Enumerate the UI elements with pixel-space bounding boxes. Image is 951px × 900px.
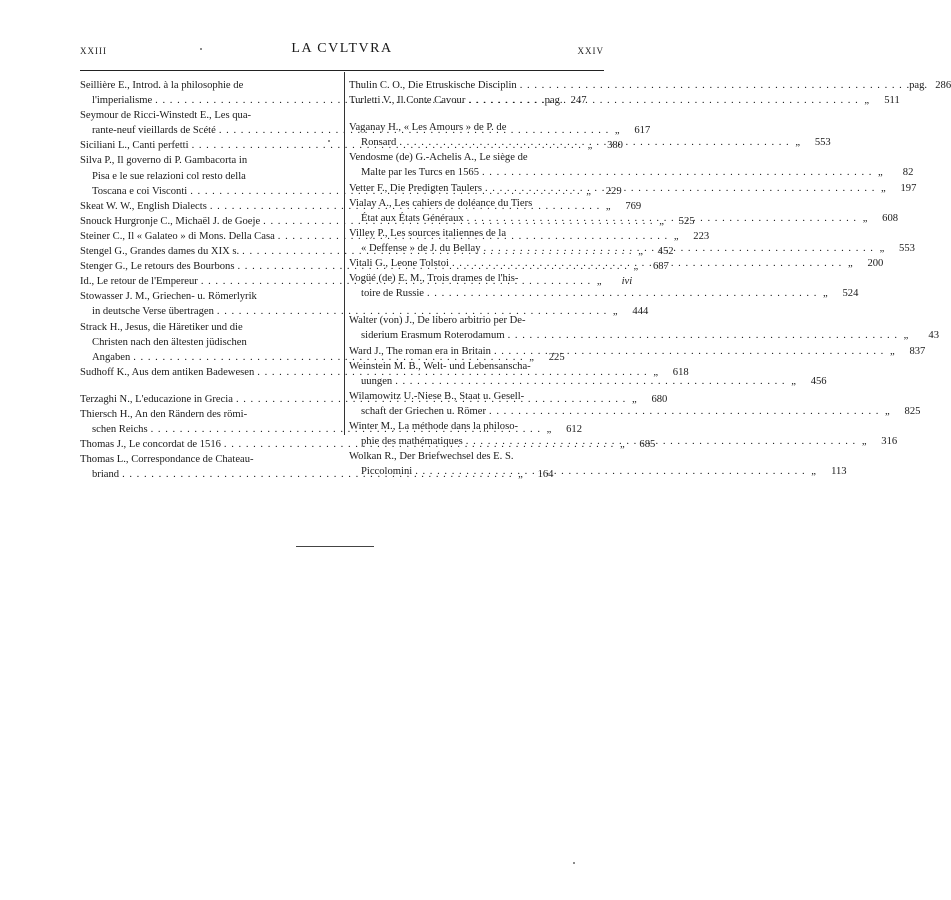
page-number: 247: [570, 95, 587, 107]
entry-continuation-line: [80, 335, 340, 350]
entry-text: siderium Erasmum Roterodamum: [361, 330, 505, 342]
entry-text: Malte par les Turcs en 1565: [361, 167, 479, 179]
page-marker: „: [659, 215, 664, 227]
entry-text: Piccolomini: [361, 466, 413, 478]
entry-text: l'imperialisme: [92, 95, 153, 107]
page-number: 553: [899, 242, 915, 254]
entry-text: rante-neuf vieillards de Scété: [92, 125, 216, 137]
page-marker: „: [605, 200, 611, 212]
entry-text: Wolkan R., Der Briefwechsel des E. S.: [349, 451, 514, 463]
page-marker: „: [889, 345, 895, 357]
entry-text: Stengel G., Grandes dames du XIX s.: [80, 246, 240, 258]
page-number: 524: [842, 288, 859, 300]
page-number: 229: [605, 185, 622, 197]
entry-text: Stowasser J. M., Griechen- u. Römerlyrik: [80, 291, 257, 303]
entry-line: [80, 153, 340, 168]
entry-line: [80, 289, 340, 304]
entry-continuation-line: [349, 404, 921, 419]
entry-text: Turletti V., Il Conte Cavour: [349, 95, 466, 107]
entry-text: « Deffense » de J. du Bellay: [361, 242, 481, 254]
entry-text: Terzaghi N., L'educazione in Grecia: [80, 393, 233, 405]
entry-line: [349, 449, 605, 464]
entry-text: Vetter F., Die Predigten Taulers: [349, 182, 482, 194]
entry-text: Angaben: [92, 351, 131, 363]
page-number: 687: [652, 261, 669, 273]
page-number: 612: [566, 424, 582, 436]
entry-text: uungen: [361, 375, 393, 387]
print-speck: [573, 862, 575, 864]
page-number: 164: [537, 469, 554, 481]
index-entry: [349, 344, 926, 359]
page-number: 286: [935, 80, 951, 91]
page-marker: „: [586, 185, 591, 197]
print-speck: [200, 48, 202, 50]
page-number: ivi: [621, 276, 633, 288]
dot-leader: [481, 241, 873, 256]
page-marker: „: [546, 424, 552, 436]
page-marker: pag.: [544, 95, 563, 107]
entry-text: Ward J., The roman era in Britain: [349, 345, 491, 357]
dot-leader: [479, 165, 871, 180]
index-entry: [349, 150, 914, 180]
left-page-number: XXIII: [80, 46, 107, 56]
entry-text: Toscana e coi Visconti: [92, 185, 188, 197]
page-marker: „: [631, 393, 637, 405]
entry-text: Pisa e le sue relazioni col resto della: [92, 170, 246, 182]
entry-text: Ronsard: [361, 137, 397, 149]
dot-leader: [491, 344, 883, 359]
page-number: 685: [639, 439, 656, 451]
header-rule: [80, 70, 604, 71]
index-entry: [349, 78, 951, 93]
page-number: 197: [900, 182, 917, 194]
page-marker: „: [612, 306, 618, 318]
page-number: 837: [909, 345, 926, 357]
entry-text: Vitali G., Leone Tolstoi: [349, 258, 449, 270]
entry-text: Steiner C., Il « Galateo » di Mons. Della Casa: [80, 230, 275, 242]
entry-text: schen Reichs: [92, 424, 148, 436]
dot-leader: [392, 374, 784, 389]
page-number: 456: [810, 375, 827, 387]
page-number: 225: [548, 351, 565, 363]
entry-text: Strack H., Jesus, die Häretiker und die: [80, 321, 243, 333]
entry-line: [349, 78, 951, 93]
page-marker: „: [881, 182, 886, 194]
dot-leader: [482, 181, 874, 196]
page-marker: „: [619, 439, 625, 451]
page-number: 617: [634, 125, 651, 137]
page-marker: „: [847, 258, 853, 270]
page-number: 444: [632, 306, 649, 318]
page-marker: „: [811, 466, 816, 478]
page-marker: „: [638, 246, 643, 258]
entry-text: Villey P., Les sources italiennes de la: [349, 227, 507, 239]
entry-text: schaft der Griechen u. Römer: [361, 405, 487, 417]
entry-line: [349, 419, 605, 434]
page-marker: „: [673, 230, 679, 242]
entry-text: Thomas L., Correspondance de Chateau-: [80, 454, 254, 466]
dot-leader: [463, 434, 855, 449]
entry-text: Thiersch H., An den Rändern des römi-: [80, 408, 248, 420]
entry-text: briand: [92, 469, 120, 481]
page-marker: „: [791, 375, 796, 387]
column-divider: [344, 72, 345, 435]
page-number: 82: [902, 167, 914, 179]
page-marker: „: [903, 330, 909, 342]
page-number: 608: [882, 212, 899, 224]
dot-leader: [465, 93, 857, 108]
index-entry: [349, 449, 847, 479]
entry-text: Seillière E., Introd. à la philosophie de: [80, 80, 244, 91]
dot-leader: [424, 286, 816, 301]
entry-text: Seymour de Ricci-Winstedt E., Les qua-: [80, 110, 252, 122]
running-header: [80, 38, 604, 62]
entry-line: [349, 196, 605, 211]
entry-continuation-line: [80, 169, 340, 184]
page-number: 680: [651, 393, 668, 405]
page-number: 511: [884, 95, 900, 107]
entry-text: Stenger G., Le retours des Bourbons: [80, 261, 235, 273]
entry-line: [80, 320, 340, 335]
entry-text: Vialay A., Les cahiers de doléance du Tiers: [349, 197, 533, 209]
entry-text: Sudhoff K., Aus dem antiken Badewesen: [80, 366, 255, 378]
entry-text: Vaganay H., « Les Amours » de P. de: [349, 122, 507, 134]
page-marker: „: [862, 212, 868, 224]
dot-leader: [464, 211, 856, 226]
entry-line: [349, 359, 605, 374]
entry-line: [349, 313, 605, 328]
right-page-number: XXIV: [577, 46, 604, 56]
dot-leader: [486, 404, 878, 419]
entry-continuation-line: [80, 304, 649, 319]
page-number: 452: [657, 246, 674, 258]
entry-continuation-line: [349, 464, 847, 479]
entry-continuation-line: [349, 328, 939, 343]
index-entry: [349, 313, 939, 343]
dot-leader: [449, 256, 841, 271]
entry-text: Weinstein M. B., Welt- und Lebensanscha-: [349, 360, 531, 372]
page-marker: „: [885, 405, 890, 417]
entry-text: Id., Le retour de l'Empereur: [80, 276, 198, 288]
entry-text: Skeat W. W., English Dialects: [80, 200, 207, 212]
print-speck: [328, 140, 330, 142]
entry-text: Wilamowitz U.-Niese B., Staat u. Gesell-: [349, 390, 525, 402]
page-marker: „: [878, 167, 883, 179]
entry-text: phie des mathématiques: [361, 436, 463, 448]
entry-line: [349, 150, 605, 165]
page-number: 525: [678, 215, 695, 227]
page-marker: „: [864, 95, 870, 107]
entry-line: [349, 389, 605, 404]
page-marker: „: [653, 366, 659, 378]
page-marker: pag.: [909, 80, 928, 91]
entry-text: toire de Russie: [361, 288, 424, 300]
page-marker: „: [529, 351, 534, 363]
page-marker: „: [879, 242, 885, 254]
end-rule: [296, 546, 374, 547]
entry-continuation-line: [349, 374, 827, 389]
entry-text: État aux États Généraux: [361, 212, 464, 224]
entry-line: [80, 452, 340, 467]
entry-text: Vendosme (de) G.-Achelis A., Le siège de: [349, 152, 528, 164]
index-entry: [349, 93, 900, 108]
entry-text: Silva P., Il governo di P. Gambacorta in: [80, 155, 248, 167]
entry-text: Winter M., La méthode dans la philoso-: [349, 420, 519, 432]
page-number: 316: [881, 436, 898, 448]
entry-line: [349, 226, 605, 241]
entry-text: Thulin C. O., Die Etruskische Disciplin: [349, 80, 517, 91]
entry-line: [349, 93, 900, 108]
dot-leader: [517, 78, 909, 93]
entry-line: [80, 108, 340, 123]
entry-text: Christen nach den ältesten jüdischen: [92, 336, 247, 348]
page-number: 43: [928, 330, 939, 342]
journal-title: LA CVLTVRA: [291, 41, 393, 56]
page-number: 380: [607, 140, 623, 152]
page-marker: „: [861, 436, 867, 448]
entry-text: Thomas J., Le concordat de 1516: [80, 439, 221, 451]
entry-continuation-line: [349, 165, 914, 180]
page-number: 553: [814, 137, 831, 149]
entry-continuation-line: [349, 286, 859, 301]
entry-line: [80, 78, 340, 93]
entry-line: [349, 344, 926, 359]
page-marker: „: [823, 288, 828, 300]
page-number: 769: [625, 200, 642, 212]
page-number: 223: [693, 230, 710, 242]
entry-line: [349, 271, 605, 286]
entry-text: in deutsche Verse übertragen: [92, 306, 214, 318]
page-marker: „: [633, 261, 639, 273]
page-marker: „: [795, 137, 801, 149]
page-marker: „: [596, 276, 602, 288]
entry-text: Walter (von) J., De libero arbitrio per De-: [349, 315, 526, 327]
entry-text: Vogüé (de) E. M., Trois drames de l'his-: [349, 273, 519, 285]
entry-text: Siciliani L., Canti perfetti: [80, 140, 189, 152]
page-marker: „: [587, 140, 593, 152]
dot-leader: [412, 464, 804, 479]
page-number: 113: [831, 466, 847, 478]
page-marker: „: [614, 125, 620, 137]
dot-leader: [396, 135, 788, 150]
entry-line: [80, 407, 340, 422]
entry-line: [349, 120, 605, 135]
page-marker: „: [518, 469, 523, 481]
page-number: 618: [672, 366, 689, 378]
page-number: 200: [867, 258, 884, 270]
page-number: 825: [904, 405, 921, 417]
entry-text: Snouck Hurgronje C., Michaël J. de Goeje: [80, 215, 261, 227]
dot-leader: [505, 328, 897, 343]
